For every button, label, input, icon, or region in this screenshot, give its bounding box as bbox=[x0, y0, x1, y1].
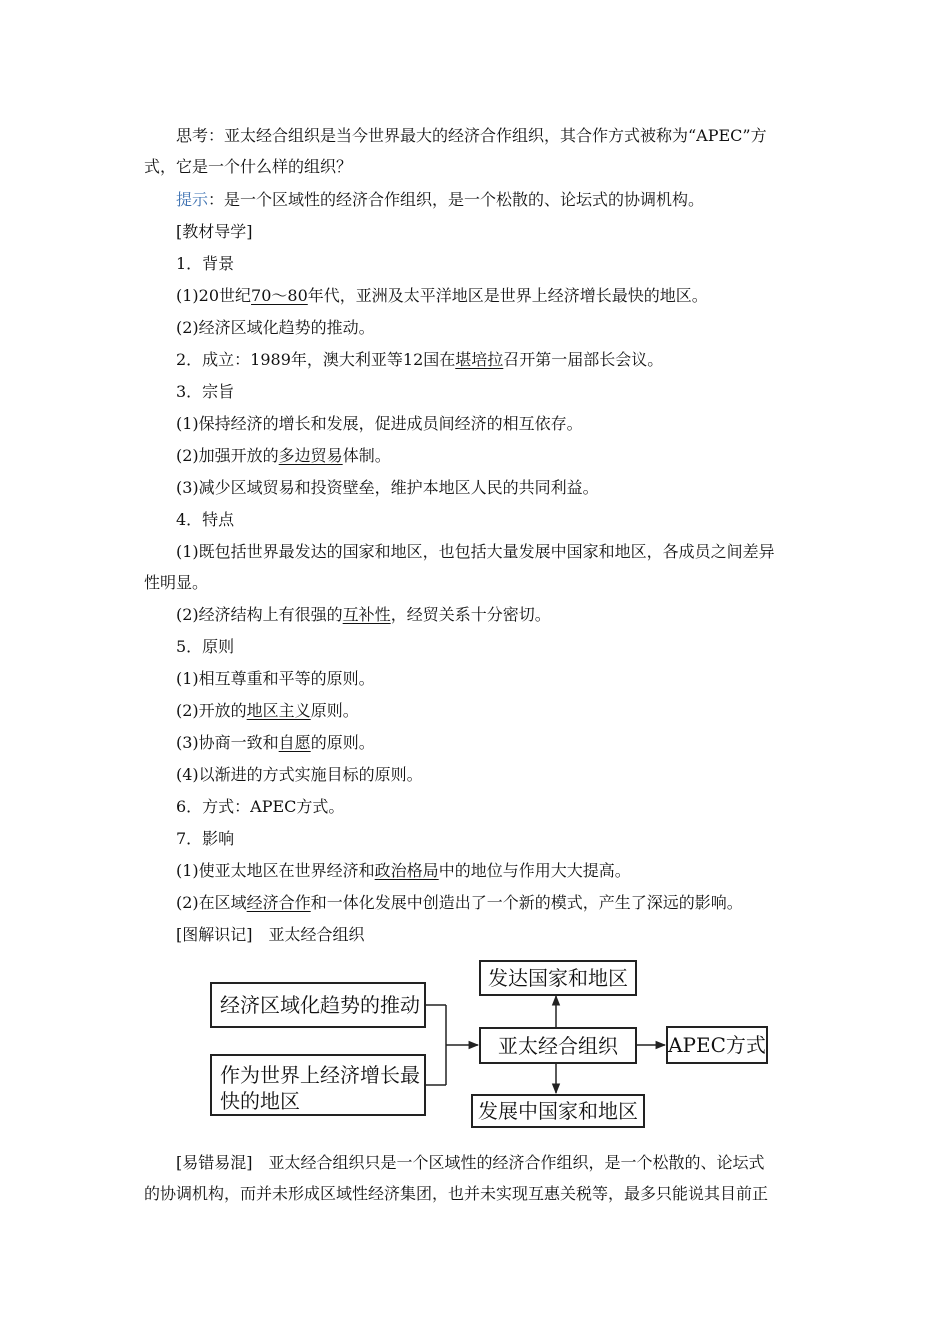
mistake-line-1: [易错易混] 亚太经合组织只是一个区域性的经济合作组织，是一个松散的、论坛式 bbox=[176, 1153, 765, 1172]
box-apec-way: APEC方式 bbox=[666, 1026, 768, 1064]
s7-item-1-pre: (1)使亚太地区在世界经济和 bbox=[176, 861, 375, 880]
s3-item-3: (3)减少区域贸易和投资壁垒，维护本地区人民的共同利益。 bbox=[176, 478, 599, 497]
s1-item-1-pre: (1)20世纪 bbox=[176, 286, 252, 305]
box-regional-trend: 经济区域化趋势的推动 bbox=[210, 982, 426, 1028]
s5-title: 5．原则 bbox=[176, 637, 235, 656]
s4-item-2-post: ，经贸关系十分密切。 bbox=[390, 605, 551, 624]
s4-item-1-line-1: (1)既包括世界最发达的国家和地区，也包括大量发展中国家和地区，各成员之间差异 bbox=[176, 542, 775, 561]
diagram-heading: [图解识记] 亚太经合组织 bbox=[176, 925, 365, 944]
s1-title: 1．背景 bbox=[176, 254, 235, 273]
s7-item-2-pre: (2)在区域 bbox=[176, 893, 247, 912]
s5-item-4: (4)以渐进的方式实施目标的原则。 bbox=[176, 765, 423, 784]
s5-item-3-underlined: 自愿 bbox=[278, 733, 311, 752]
s7-item-1-underlined: 政治格局 bbox=[374, 861, 439, 880]
hint-text: ：是一个区域性的经济合作组织，是一个松散的、论坛式的协调机构。 bbox=[208, 190, 705, 209]
s5-item-1: (1)相互尊重和平等的原则。 bbox=[176, 669, 375, 688]
s5-item-2-post: 原则。 bbox=[310, 701, 359, 720]
s4-title: 4．特点 bbox=[176, 510, 235, 529]
s7-title: 7．影响 bbox=[176, 829, 235, 848]
s4-item-2-underlined: 互补性 bbox=[342, 605, 391, 624]
box-developing-countries: 发展中国家和地区 bbox=[471, 1094, 645, 1128]
s3-item-2-pre: (2)加强开放的 bbox=[176, 446, 279, 465]
think-line-2: 式，它是一个什么样的组织？ bbox=[144, 157, 353, 176]
s4-item-1-line-2: 性明显。 bbox=[144, 573, 209, 592]
s5-item-3-post: 的原则。 bbox=[310, 733, 375, 752]
s1-item-2: (2)经济区域化趋势的推动。 bbox=[176, 318, 375, 337]
s4-item-2-pre: (2)经济结构上有很强的 bbox=[176, 605, 343, 624]
hint-label: 提示 bbox=[176, 190, 209, 209]
s1-item-1-underlined: 70～80 bbox=[251, 286, 308, 305]
s3-item-2-post: 体制。 bbox=[342, 446, 391, 465]
s5-item-3-pre: (3)协商一致和 bbox=[176, 733, 279, 752]
s2-pre: 2．成立：1989年，澳大利亚等12国在 bbox=[176, 350, 456, 369]
s3-item-1: (1)保持经济的增长和发展，促进成员间经济的相互依存。 bbox=[176, 414, 583, 433]
think-line-1: 思考：亚太经合组织是当今世界最大的经济合作组织，其合作方式被称为“APEC”方 bbox=[176, 126, 767, 145]
s6-line: 6．方式：APEC方式。 bbox=[176, 797, 345, 816]
mistake-line-2: 的协调机构，而并未形成区域性经济集团，也并未实现互惠关税等，最多只能说其目前正 bbox=[144, 1184, 769, 1203]
box-developed-countries: 发达国家和地区 bbox=[479, 960, 637, 996]
s7-item-1-post: 中的地位与作用大大提高。 bbox=[438, 861, 631, 880]
s2-post: 召开第一届部长会议。 bbox=[503, 350, 664, 369]
box-fastest-growth: 作为世界上经济增长最快的地区 bbox=[210, 1054, 426, 1116]
s7-item-2-underlined: 经济合作 bbox=[246, 893, 311, 912]
s1-item-1-post: 年代，亚洲及太平洋地区是世界上经济增长最快的地区。 bbox=[307, 286, 708, 305]
s5-item-2-underlined: 地区主义 bbox=[246, 701, 311, 720]
s2-underlined: 堪培拉 bbox=[455, 350, 504, 369]
s3-title: 3．宗旨 bbox=[176, 382, 235, 401]
s7-item-2-post: 和一体化发展中创造出了一个新的模式，产生了深远的影响。 bbox=[310, 893, 743, 912]
guide-title: [教材导学] bbox=[176, 222, 253, 241]
box-apec-center: 亚太经合组织 bbox=[479, 1027, 637, 1064]
s3-item-2-underlined: 多边贸易 bbox=[278, 446, 343, 465]
s5-item-2-pre: (2)开放的 bbox=[176, 701, 247, 720]
